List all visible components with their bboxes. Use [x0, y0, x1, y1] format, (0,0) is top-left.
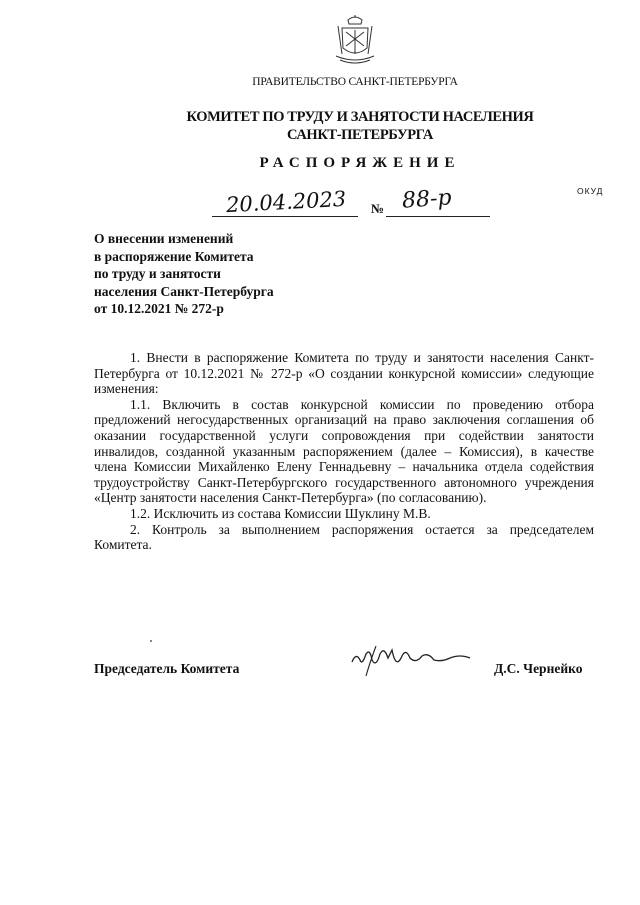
- scan-speck: [150, 640, 152, 642]
- subject-line: в распоряжение Комитета: [94, 248, 254, 264]
- subject-line: по труду и занятости: [94, 266, 221, 282]
- document-type: РАСПОРЯЖЕНИЕ: [259, 155, 461, 171]
- committee-line-1: КОМИТЕТ ПО ТРУДУ И ЗАНЯТОСТИ НАСЕЛЕНИЯ: [186, 109, 534, 125]
- document-body: [94, 350, 594, 553]
- number-sign: №: [371, 201, 385, 216]
- coat-of-arms-icon: [334, 14, 376, 66]
- committee-line-2: САНКТ-ПЕТЕРБУРГА: [287, 127, 433, 143]
- paragraph-1: 1. Внести в распоряжение Комитета по труду и занятости населения Санкт-Петербурга от 10.12.2021 № 272-р «О создании конкурсной комиссии» следующие изменения:: [94, 350, 594, 397]
- document-date: 20.04.2023: [225, 186, 347, 218]
- subject-line: населения Санкт-Петербурга: [94, 283, 274, 299]
- document-subject: [94, 230, 354, 318]
- subject-line: О внесении изменений: [94, 231, 234, 246]
- paragraph-1-2: 1.2. Исключить из состава Комиссии Шуклину М.В.: [130, 505, 431, 521]
- okud-label: ОКУД: [577, 186, 604, 196]
- paragraph-2: 2. Контроль за выполнением распоряжения остается за председателем Комитета.: [94, 521, 594, 553]
- handwritten-signature: [346, 640, 476, 680]
- signatory-position: Председатель Комитета: [94, 661, 240, 676]
- government-name: ПРАВИТЕЛЬСТВО САНКТ-ПЕТЕРБУРГА: [252, 76, 458, 88]
- number-underline: [386, 216, 490, 217]
- paragraph-1-1: 1.1. Включить в состав конкурсной комиссии по проведению отбора предложений негосударственных организаций на право заключения соглашения об оказании государственной услуги сопровождения при содействии занятости инвалидов, созданной указанным распоряжением (далее – Комиссия), в качестве члена Комиссии Михайленко Елену Геннадьевну – начальника отдела содействия трудоустройству Санкт-Петербургского государственного автономного учреждения «Центр занятости населения Санкт-Петербурга» (по согласованию).: [94, 396, 594, 506]
- signatory-name: Д.С. Чернейко: [494, 661, 583, 676]
- subject-line: от 10.12.2021 № 272-р: [94, 301, 224, 317]
- committee-name: [140, 108, 580, 144]
- document-number: 88-р: [401, 185, 453, 214]
